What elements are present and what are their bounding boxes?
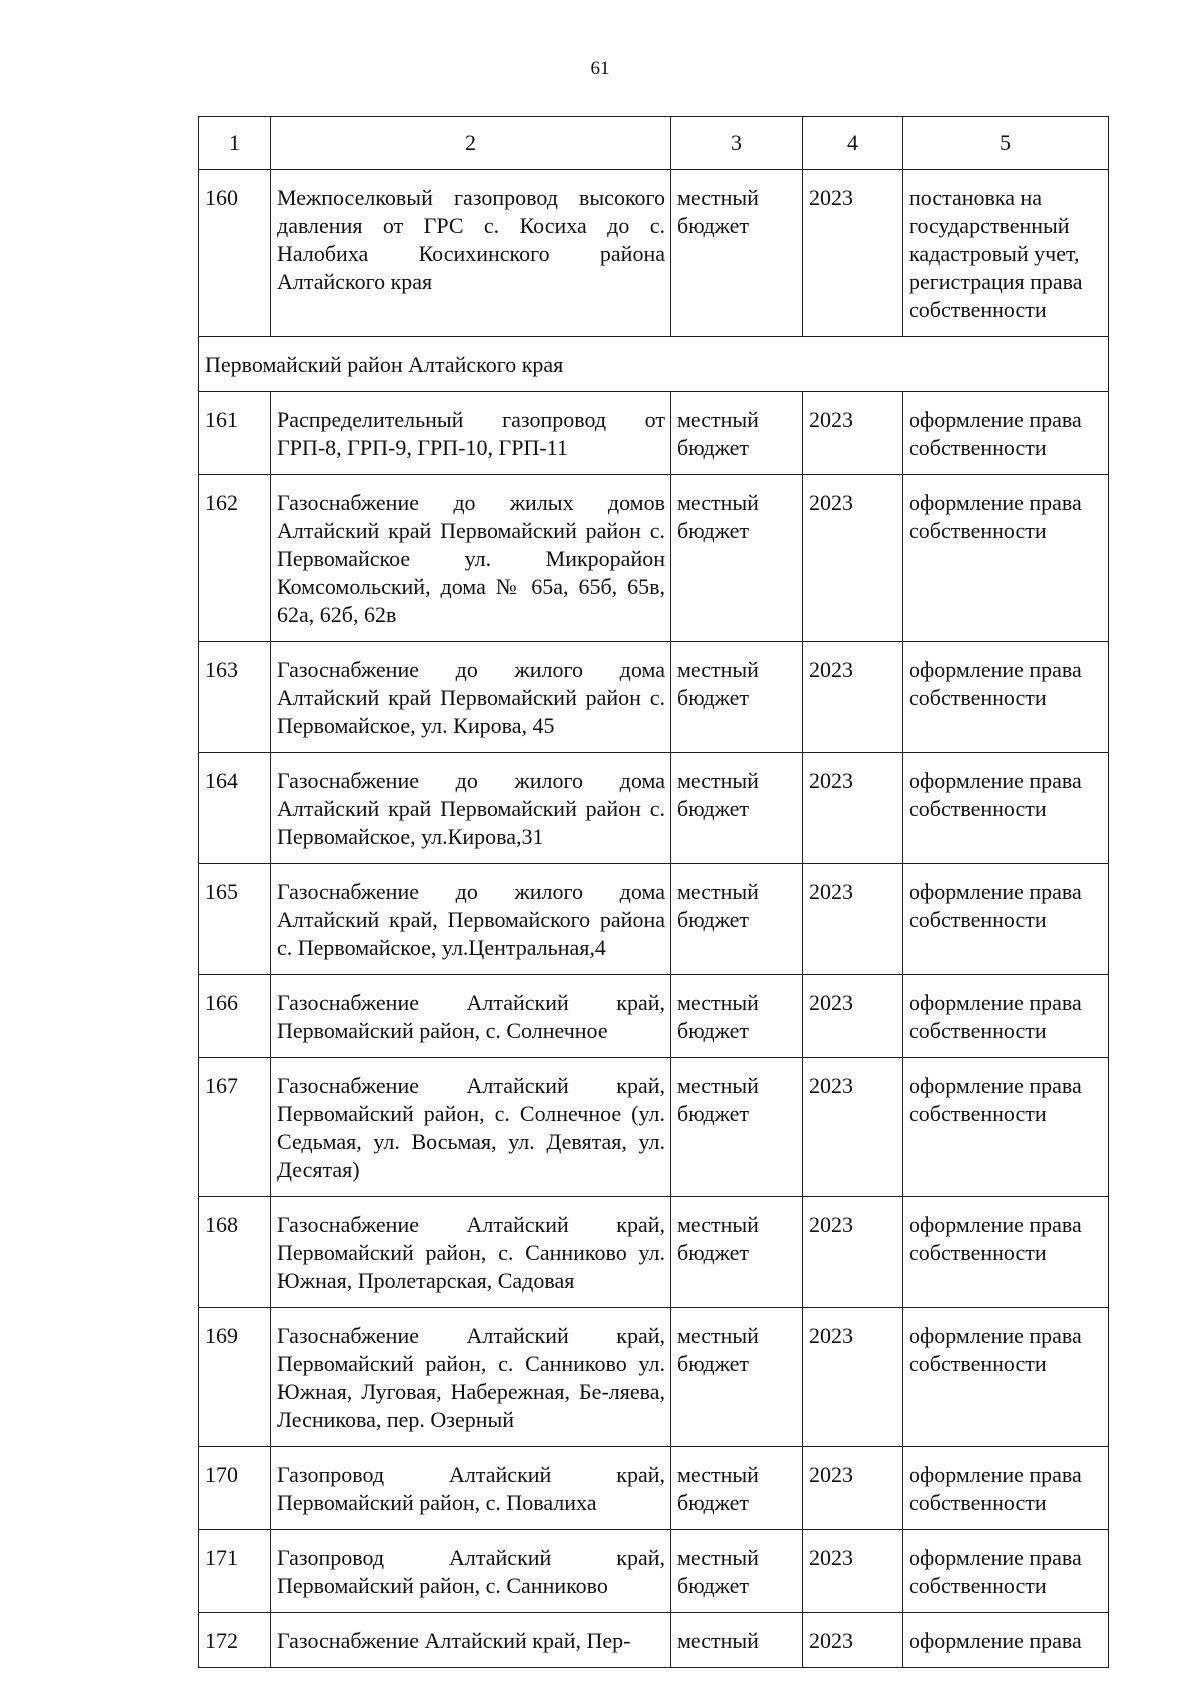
action: оформление права собственности [903, 1530, 1109, 1613]
year: 2023 [803, 1530, 903, 1613]
row-number: 162 [199, 475, 271, 642]
funding-source: местный бюджет [671, 753, 803, 864]
table-row [199, 170, 1109, 337]
funding-source: местный бюджет [671, 392, 803, 475]
object-name: Газоснабжение Алтайский край, Первомайский район, с. Солнечное (ул. Седьмая, ул. Восьмая, ул. Девятая, ул. Десятая) [271, 1058, 671, 1197]
funding-source: местный бюджет [671, 1530, 803, 1613]
table-row [199, 864, 1109, 975]
year: 2023 [803, 1613, 903, 1668]
table-row [199, 975, 1109, 1058]
row-number: 161 [199, 392, 271, 475]
row-number: 172 [199, 1613, 271, 1668]
year: 2023 [803, 642, 903, 753]
row-number: 166 [199, 975, 271, 1058]
object-name: Газопровод Алтайский край, Первомайский район, с. Повалиха [271, 1447, 671, 1530]
funding-source: местный бюджет [671, 1058, 803, 1197]
table-row [199, 642, 1109, 753]
row-number: 164 [199, 753, 271, 864]
table-row [199, 1197, 1109, 1308]
year: 2023 [803, 1447, 903, 1530]
object-name: Газоснабжение Алтайский край, Первомайский район, с. Санниково ул. Южная, Пролетарская, Садовая [271, 1197, 671, 1308]
object-name: Газоснабжение до жилого дома Алтайский край, Первомайского района с. Первомайское, ул.Центральная,4 [271, 864, 671, 975]
object-name: Газопровод Алтайский край, Первомайский район, с. Санниково [271, 1530, 671, 1613]
row-number: 168 [199, 1197, 271, 1308]
section-row [199, 337, 1109, 392]
header-row [199, 117, 1109, 170]
year: 2023 [803, 475, 903, 642]
funding-source: местный [671, 1613, 803, 1668]
year: 2023 [803, 1308, 903, 1447]
year: 2023 [803, 1197, 903, 1308]
object-name: Газоснабжение до жилых домов Алтайский край Первомайский район с. Первомайское ул. Микрорайон Комсомольский, дома № 65а, 65б, 65в, 62а, 62б, 62в [271, 475, 671, 642]
funding-source: местный бюджет [671, 475, 803, 642]
table-body [199, 170, 1109, 1668]
action: оформление права собственности [903, 1447, 1109, 1530]
register-table [198, 116, 1109, 1668]
action: оформление права собственности [903, 1308, 1109, 1447]
row-number: 160 [199, 170, 271, 337]
column-header-1: 1 [199, 117, 271, 170]
column-header-2: 2 [271, 117, 671, 170]
table-row [199, 1058, 1109, 1197]
object-name: Газоснабжение Алтайский край, Первомайский район, с. Солнечное [271, 975, 671, 1058]
action: оформление права [903, 1613, 1109, 1668]
funding-source: местный бюджет [671, 975, 803, 1058]
action: оформление права собственности [903, 975, 1109, 1058]
row-number: 167 [199, 1058, 271, 1197]
action: оформление права собственности [903, 864, 1109, 975]
action: оформление права собственности [903, 475, 1109, 642]
table-row [199, 753, 1109, 864]
object-name: Газоснабжение Алтайский край, Первомайский район, с. Санниково ул. Южная, Луговая, Набережная, Бе-ляева, Лесникова, пер. Озерный [271, 1308, 671, 1447]
action: постановка на государственный кадастровый учет, регистрация права собственности [903, 170, 1109, 337]
row-number: 171 [199, 1530, 271, 1613]
column-header-3: 3 [671, 117, 803, 170]
section-title: Первомайский район Алтайского края [199, 337, 1109, 392]
funding-source: местный бюджет [671, 1308, 803, 1447]
column-header-5: 5 [903, 117, 1109, 170]
page-number: 61 [590, 58, 610, 79]
funding-source: местный бюджет [671, 1197, 803, 1308]
year: 2023 [803, 864, 903, 975]
table-row [199, 392, 1109, 475]
table-row [199, 475, 1109, 642]
action: оформление права собственности [903, 642, 1109, 753]
object-name: Газоснабжение Алтайский край, Пер- [271, 1613, 671, 1668]
action: оформление права собственности [903, 753, 1109, 864]
object-name: Распределительный газопровод от ГРП-8, ГРП-9, ГРП-10, ГРП-11 [271, 392, 671, 475]
year: 2023 [803, 170, 903, 337]
row-number: 170 [199, 1447, 271, 1530]
row-number: 163 [199, 642, 271, 753]
row-number: 165 [199, 864, 271, 975]
year: 2023 [803, 392, 903, 475]
object-name: Газоснабжение до жилого дома Алтайский край Первомайский район с. Первомайское, ул. Кирова, 45 [271, 642, 671, 753]
action: оформление права собственности [903, 392, 1109, 475]
table-row [199, 1308, 1109, 1447]
object-name: Газоснабжение до жилого дома Алтайский край Первомайский район с. Первомайское, ул.Кирова,31 [271, 753, 671, 864]
funding-source: местный бюджет [671, 1447, 803, 1530]
funding-source: местный бюджет [671, 864, 803, 975]
funding-source: местный бюджет [671, 642, 803, 753]
action: оформление права собственности [903, 1058, 1109, 1197]
funding-source: местный бюджет [671, 170, 803, 337]
table-row [199, 1613, 1109, 1668]
year: 2023 [803, 975, 903, 1058]
object-name: Межпоселковый газопровод высокого давления от ГРС с. Косиха до с. Налобиха Косихинского района Алтайского края [271, 170, 671, 337]
table-row [199, 1447, 1109, 1530]
column-header-4: 4 [803, 117, 903, 170]
year: 2023 [803, 1058, 903, 1197]
table-header [199, 117, 1109, 170]
year: 2023 [803, 753, 903, 864]
row-number: 169 [199, 1308, 271, 1447]
table-row [199, 1530, 1109, 1613]
action: оформление права собственности [903, 1197, 1109, 1308]
